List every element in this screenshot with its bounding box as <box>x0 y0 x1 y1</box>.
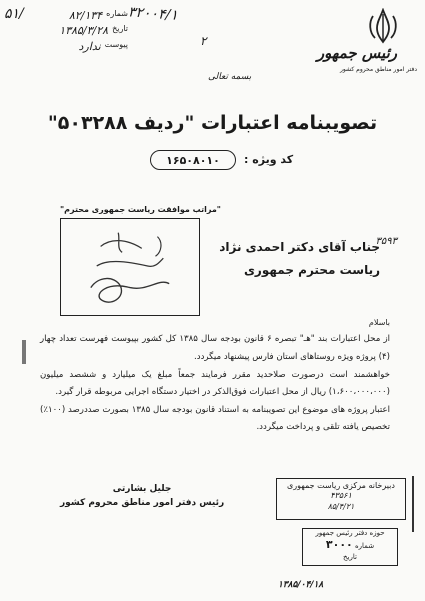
basmala: بسمه تعالی <box>208 72 252 82</box>
special-code-value: ۱۶۵۰۸۰۱۰ <box>166 153 220 167</box>
signer-block <box>60 482 224 511</box>
reg-number-label: شماره <box>106 9 128 18</box>
office-stamp-title: حوزه دفتر رئیس جمهور <box>315 529 385 537</box>
reg-number-value: ۸۲/۱۳۴ <box>68 9 103 22</box>
approval-signature-box <box>60 218 200 316</box>
registration-block <box>8 8 128 54</box>
letterhead-office: دفتر امور مناطق محروم کشور <box>339 66 417 73</box>
recipient-block <box>219 236 380 282</box>
reg-number-row <box>8 8 128 23</box>
reg-date-value: ۱۳۸۵/۳/۲۸ <box>59 24 109 38</box>
signer-name: جلیل بشارتی <box>112 484 172 494</box>
body-paragraph-1: از محل اعتبارات بند "هـ" تبصره ۶ قانون بودجه سال ۱۳۸۵ کل کشور بپیوست فهرست تعداد چهار (۴) پروژه ویژه روستاهای استان فارس پیشنهاد میگردد. <box>40 334 391 362</box>
office-stamp-number-label: شماره <box>355 542 375 551</box>
reg-date-label: تاریخ <box>112 24 128 34</box>
secretariat-title: دبیرخانه مرکزی ریاست جمهوری <box>287 481 395 490</box>
handwritten-note: ۲ <box>200 34 207 48</box>
iran-emblem-icon <box>363 8 403 46</box>
secretariat-stamp <box>276 478 406 520</box>
body-paragraph-3: اعتبار پروژه های موضوع این تصویبنامه به استناد قانون بودجه سال ۱۳۸۵ بصورت صددرصد (۱۰۰٪) تخصیص یافته تلقی و پرداخت میگردد. <box>40 404 390 433</box>
recipient-title: ریاست محترم جمهوری <box>243 262 380 277</box>
recipient-mark: ۳۵۹۳ <box>375 236 397 247</box>
reg-attachment-value: ندارد <box>78 39 101 53</box>
approval-note: "مراتب موافقت ریاست جمهوری محترم" <box>60 205 221 214</box>
greeting: باسلام <box>368 318 390 327</box>
letterhead-title: رئیس جمهور <box>316 44 397 62</box>
corner-number: ۵۱/ <box>4 6 24 22</box>
letter-body <box>40 315 390 437</box>
special-code-label: کد ویژه : <box>244 153 294 166</box>
handwritten-signature-icon <box>61 219 199 315</box>
reg-attachment-label: پیوست <box>104 39 128 49</box>
reg-date-row <box>8 23 128 38</box>
document-title: تصویبنامه اعتبارات "ردیف ۵۰۳۲۸۸" <box>47 112 378 134</box>
secretariat-date: ۸۵/۴/۲۱ <box>327 501 355 511</box>
reg-attachment-row <box>8 39 128 54</box>
handwritten-number: ۳۲۰۰۴/۱ <box>127 4 179 24</box>
office-stamp-date-label: تاریخ <box>343 553 357 562</box>
recipient-name: جناب آقای دکتر احمدی نژاد <box>219 240 380 254</box>
secretariat-number: ۴۳۵۶۱ <box>330 491 352 501</box>
stamp-divider <box>412 476 414 532</box>
special-code-box <box>150 150 236 170</box>
body-paragraph-2: خواهشمند است درصورت صلاحدید مقرر فرمایند جمعاً مبلغ یک میلیارد و ششصد میلیون (۱،۶۰۰،۰۰۰،۰۰۰) ریال از محل اعتبارات فوق‌الذکر در اختیار دستگاه اجرایی مربوطه قرار گیرد. <box>40 369 390 398</box>
margin-mark <box>22 340 26 364</box>
signer-title: رئیس دفتر امور مناطق محروم کشور <box>60 498 225 509</box>
bottom-date: ۱۳۸۵/۰۴/۱۸ <box>278 580 324 590</box>
office-stamp <box>302 528 398 566</box>
office-stamp-number: ۳۰۰۰ <box>325 538 353 552</box>
